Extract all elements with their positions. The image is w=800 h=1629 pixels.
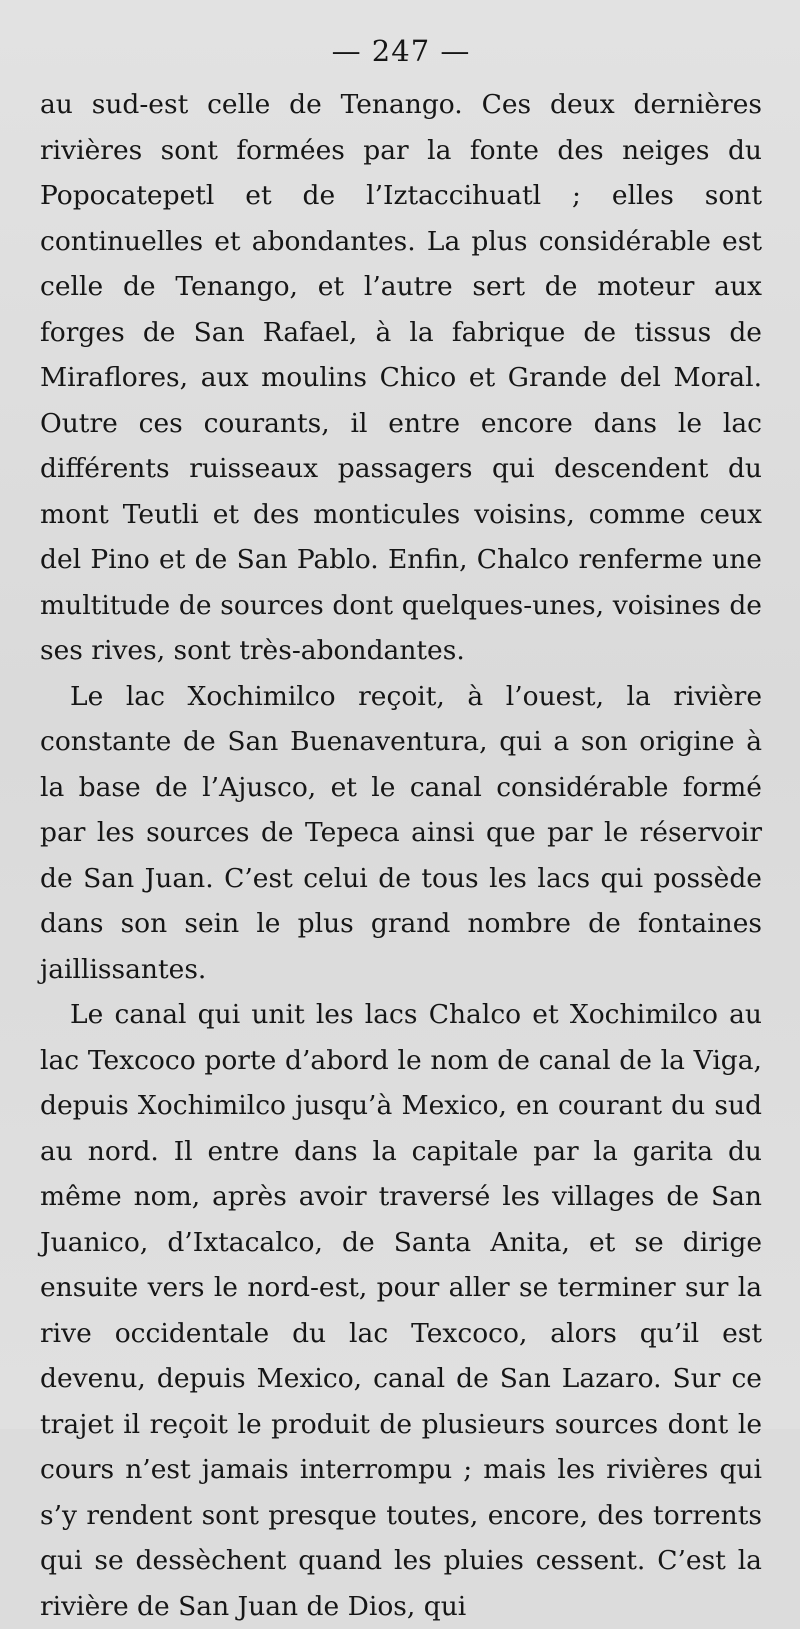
page-body bbox=[40, 82, 762, 1629]
page-number: — 247 — bbox=[331, 34, 471, 68]
paragraph-continued: au sud-est celle de Tenango. Ces deux dernières rivières sont formées par la fonte des neiges du Popocatepetl et de l’Iztaccihuatl ; elles sont continuelles et abondantes. La plus considérable est celle de Tenango, et l’autre sert de moteur aux forges de San Rafael, à la fabrique de tissus de Miraflores, aux moulins Chico et Grande del Moral. Outre ces courants, il entre encore dans le lac différents ruisseaux passagers qui descendent du mont Teutli et des monticules voisins, comme ceux del Pino et de San Pablo. Enfin, Chalco renferme une multitude de sources dont quelques-unes, voisines de ses rives, sont très-abondantes. bbox=[40, 89, 762, 666]
paragraph-xochimilco: Le lac Xochimilco reçoit, à l’ouest, la rivière constante de San Buenaventura, qui a son origine à la base de l’Ajusco, et le canal considérable formé par les sources de Tepeca ainsi que par le réservoir de San Juan. C’est celui de tous les lacs qui possède dans son sein le plus grand nombre de fontaines jaillissantes. bbox=[40, 680, 762, 985]
paragraph-canal-viga: Le canal qui unit les lacs Chalco et Xochimilco au lac Texcoco porte d’abord le nom de canal de la Viga, depuis Xochimilco jusqu’à Mexico, en courant du sud au nord. Il entre dans la capitale par la garita du même nom, après avoir traversé les villages de San Juanico, d’Ixtacalco, de Santa Anita, et se dirige ensuite vers le nord-est, pour aller se terminer sur la rive occidentale du lac Texcoco, alors qu’il est devenu, depuis Mexico, canal de San Lazaro. Sur ce trajet il reçoit le produit de plusieurs sources dont le cours n’est jamais interrompu ; mais les rivières qui s’y rendent sont presque toutes, encore, des torrents qui se dessèchent quand les pluies cessent. C’est la rivière de San Juan de Dios, qui bbox=[40, 999, 762, 1622]
